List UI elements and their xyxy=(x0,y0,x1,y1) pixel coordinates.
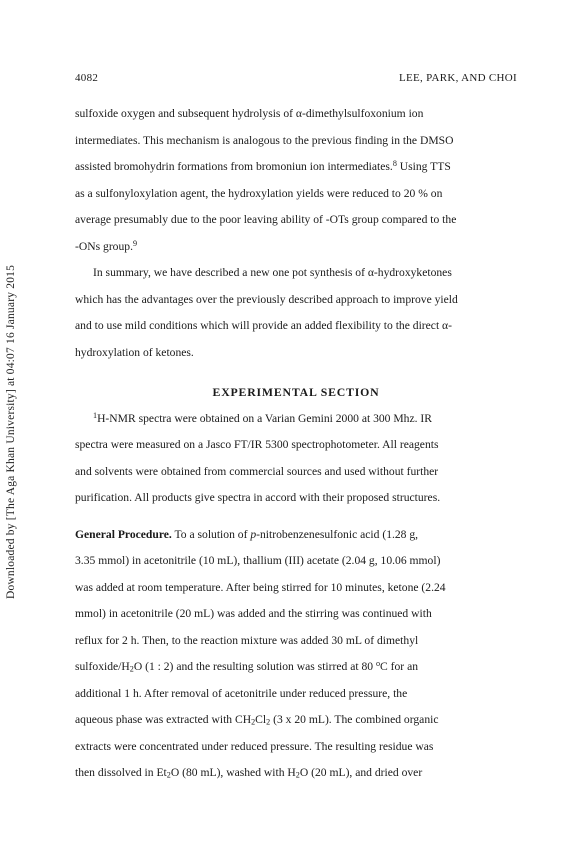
text-line: sulfoxide/$H_2O$ (1 : 2) and the resulting solution was stirred at 80 $^o$C for an xyxy=(75,658,419,674)
text-line: reflux for 2 h. Then, to the reaction mixture was added 30 mL of dimethyl xyxy=(75,633,419,647)
text-line: mmol) in acetonitrile (20 mL) was added and the stirring was continued with xyxy=(75,607,432,620)
running-header xyxy=(75,72,517,84)
page-number: 4082 xyxy=(75,72,99,84)
text-line: which has the advantages over the previously described approach to improve yield xyxy=(75,292,458,306)
page-body xyxy=(75,101,517,787)
text-line: was added at room temperature. After being stirred for 10 minutes, ketone (2.24 xyxy=(75,580,446,594)
download-watermark xyxy=(0,0,22,864)
text-line: sulfoxide oxygen and subsequent hydrolysis of α-dimethylsulfoxonium ion xyxy=(75,107,424,120)
text-line: -ONs group.$^9$ xyxy=(75,238,138,253)
citation-9: 9 xyxy=(132,238,138,248)
text-line: and to use mild conditions which will provide an added flexibility to the direct α- xyxy=(75,319,452,332)
text-line: spectra were measured on a Jasco FT/IR 5300 spectrophotometer. All reagents xyxy=(75,438,439,451)
text-line: then dissolved in $Et_2O$ (80 mL), washed with $H_2O$ (20 mL), and dried over xyxy=(75,766,423,780)
text-line: purification. All products give spectra in accord with their proposed structures. xyxy=(75,491,441,504)
procedure-title: General Procedure. xyxy=(75,527,172,541)
paragraph-general-procedure xyxy=(75,522,517,787)
text-line: aqueous phase was extracted with $CH_2Cl_2$ (3 x 20 mL). The combined organic xyxy=(75,713,439,727)
text-line: as a sulfonyloxylation agent, the hydroxylation yields were reduced to 20 % on xyxy=(75,186,443,200)
text-line: extracts were concentrated under reduced pressure. The resulting residue was xyxy=(75,739,434,753)
text-line: hydroxylation of ketones. xyxy=(75,345,194,359)
text-line: average presumably due to the poor leaving ability of -OTs group compared to the xyxy=(75,213,457,226)
paragraph-mechanism xyxy=(75,101,517,260)
text-line: In summary, we have described a new one pot synthesis of α-hydroxyketones xyxy=(93,266,452,279)
citation-8: 8 xyxy=(392,158,397,168)
text-line: intermediates. This mechanism is analogous to the previous finding in the DMSO xyxy=(75,133,454,147)
paragraph-instruments xyxy=(75,406,517,512)
text-line: 3.35 mmol) in acetonitrile (10 mL), thallium (III) acetate (2.04 g, 10.06 mmol) xyxy=(75,554,441,567)
text-line: $^1$H-NMR spectra were obtained on a Varian Gemini 2000 at 300 Mhz. IR xyxy=(93,410,433,425)
running-head-authors: LEE, PARK, AND CHOI xyxy=(398,72,517,84)
text-line: General Procedure. To a solution of p-nitrobenzenesulfonic acid (1.28 g, xyxy=(75,527,419,541)
paragraph-summary xyxy=(75,260,517,366)
section-heading: EXPERIMENTAL SECTION xyxy=(212,385,380,399)
text-line: additional 1 h. After removal of acetonitrile under reduced pressure, the xyxy=(75,686,408,700)
download-notice-text: Downloaded by [The Aga Khan University] at 04:07 16 January 2015 xyxy=(5,264,17,600)
text-line: and solvents were obtained from commercial sources and used without further xyxy=(75,464,439,478)
text-line: assisted bromohydrin formations from bromoniun ion intermediates.$^8$ Using TTS xyxy=(75,158,451,173)
nmr-superscript: 1 xyxy=(93,410,98,420)
